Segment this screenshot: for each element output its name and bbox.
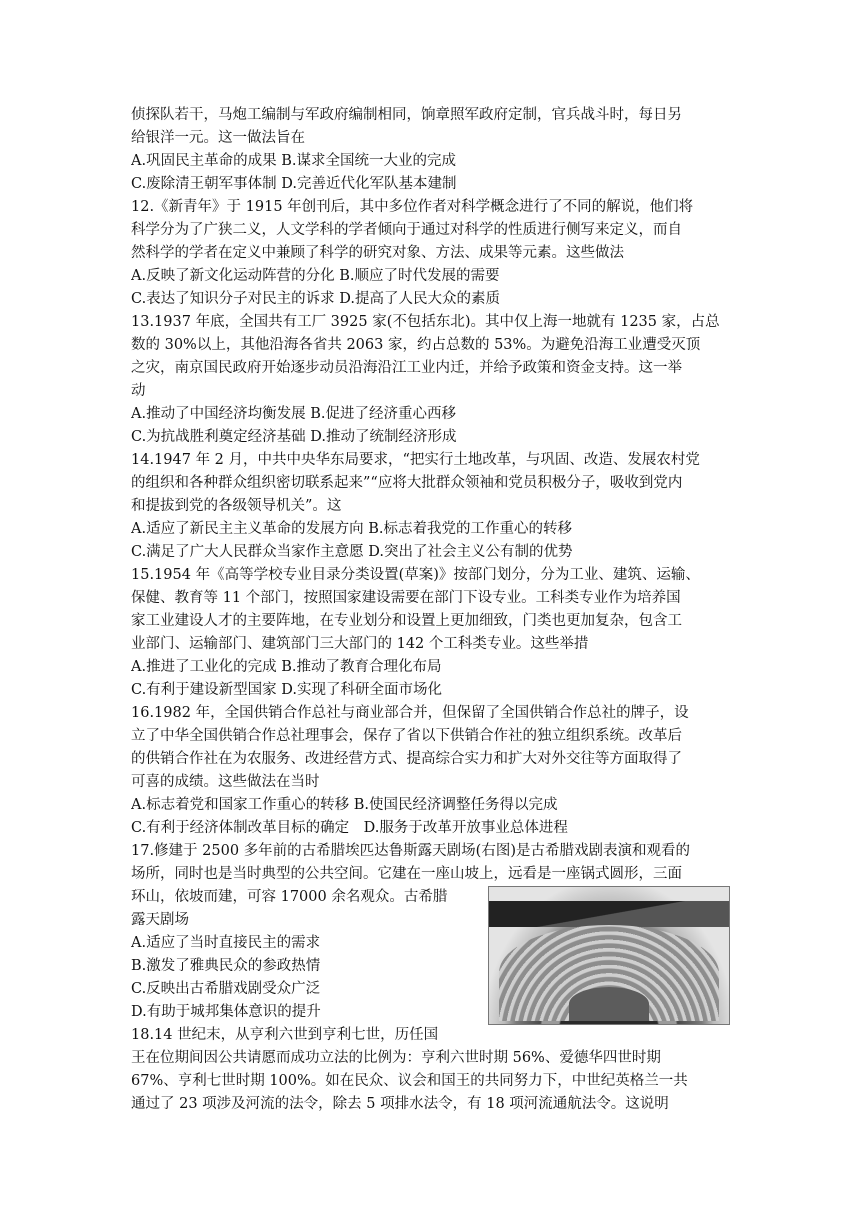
text-line: 露天剧场 (131, 912, 189, 928)
text-line: 王在位期间因公共请愿而成功立法的比例为：亨利六世时期 56%、爱德华四世时期 (131, 1050, 661, 1066)
text-line: 环山，依坡而建，可容 17000 余名观众。古希腊 (131, 889, 448, 905)
hill-silhouette (489, 901, 729, 927)
text-line: 可喜的成绩。这些做法在当时 (131, 774, 320, 790)
text-line: 然科学的学者在定义中兼顾了科学的研究对象、方法、成果等元素。这些做法 (131, 245, 624, 261)
text-line: 立了中华全国供销合作总社理事会，保存了省以下供销合作社的独立组织系统。改革后 (131, 728, 682, 744)
text-line: 67%、亨利七世时期 100%。如在民众、议会和国王的共同努力下，中世纪英格兰一共 (131, 1073, 688, 1089)
text-line: A.巩固民主革命的成果 B.谋求全国统一大业的完成 (131, 153, 456, 169)
question-text-block (131, 104, 741, 886)
text-line: 的供销合作社在为农服务、改进经营方式、提高综合实力和扩大对外交往等方面取得了 (131, 751, 682, 767)
text-line: A.反映了新文化运动阵营的分化 B.顺应了时代发展的需要 (131, 268, 500, 284)
text-line: A.推动了中国经济均衡发展 B.促进了经济重心西移 (131, 406, 456, 422)
text-line: A.适应了当时直接民主的需求 (131, 935, 321, 951)
text-line: B.激发了雅典民众的参政热情 (131, 958, 321, 974)
text-line: A.标志着党和国家工作重心的转移 B.使国民经济调整任务得以完成 (131, 797, 558, 813)
text-line: C.有利于建设新型国家 D.实现了科研全面市场化 (131, 682, 443, 698)
text-line: C.满足了广大人民群众当家作主意愿 D.突出了社会主义公有制的优势 (131, 544, 573, 560)
theatre-photo (488, 886, 730, 1025)
text-line: 15.1954 年《高等学校专业目录分类设置(草案)》按部门划分，分为工业、建筑、运输、 (131, 567, 700, 583)
question-17-with-figure (131, 886, 741, 1047)
text-line: 13.1937 年底，全国共有工厂 3925 家(不包括东北)。其中仅上海一地就有 1235 家，占总 (131, 314, 720, 330)
text-line: 侦探队若干，马炮工编制与军政府编制相同，饷章照军政府定制，官兵战斗时，每日另 (131, 107, 682, 123)
text-line: 12.《新青年》于 1915 年创刊后，其中多位作者对科学概念进行了不同的解说，他们将 (131, 199, 694, 215)
text-line: D.有助于城邦集体意识的提升 (131, 1004, 321, 1020)
text-line: 14.1947 年 2 月，中共中央华东局要求，“把实行土地改革，与巩固、改造、发展农村党 (131, 452, 700, 468)
text-line: 场所，同时也是当时典型的公共空间。它建在一座山坡上，远看是一座锅式圆形，三面 (131, 866, 682, 882)
text-line: 通过了 23 项涉及河流的法令，除去 5 项排水法令，有 18 项河流通航法令。这说明 (131, 1096, 669, 1112)
text-line: 给银洋一元。这一做法旨在 (131, 130, 305, 146)
text-line: A.推进了工业化的完成 B.推动了教育合理化布局 (131, 659, 442, 675)
text-line: 科学分为了广狭二义，人文学科的学者倾向于通过对科学的性质进行侧写来定义，而自 (131, 222, 682, 238)
text-line: 16.1982 年，全国供销合作总社与商业部合并，但保留了全国供销合作总社的牌子，设 (131, 705, 689, 721)
text-line: C.废除清王朝军事体制 D.完善近代化军队基本建制 (131, 176, 457, 192)
text-line: A.适应了新民主主义革命的发展方向 B.标志着我党的工作重心的转移 (131, 521, 572, 537)
text-line: 之灾，南京国民政府开始逐步动员沿海沿江工业内迁，并给予政策和资金支持。这一举 (131, 360, 682, 376)
question-18-text (131, 1047, 741, 1116)
text-line: C.有利于经济体制改革目标的确定 D.服务于改革开放事业总体进程 (131, 820, 568, 836)
text-line: 业部门、运输部门、建筑部门三大部门的 142 个工科类专业。这些举措 (131, 636, 589, 652)
text-line: C.表达了知识分子对民主的诉求 D.提高了人民大众的素质 (131, 291, 501, 307)
text-line: C.为抗战胜利奠定经济基础 D.推动了统制经济形成 (131, 429, 457, 445)
text-line: 的组织和各种群众组织密切联系起来”“应将大批群众领袖和党员积极分子，吸收到党内 (131, 475, 683, 491)
text-line: 保健、教育等 11 个部门，按照国家建设需要在部门下设专业。工科类专业作为培养国 (131, 590, 681, 606)
text-line: 18.14 世纪末，从亨利六世到亨利七世，历任国 (131, 1027, 439, 1043)
text-line: C.反映出古希腊戏剧受众广泛 (131, 981, 321, 997)
theatre-orchestra (569, 987, 649, 1021)
text-line: 数的 30%以上，其他沿海各省共 2063 家，约占总数的 53%。为避免沿海工业遭受灭顶 (131, 337, 701, 353)
text-line: 17.修建于 2500 多年前的古希腊埃匹达鲁斯露天剧场(右图)是古希腊戏剧表演和观看的 (131, 843, 690, 859)
text-line: 和提拔到党的各级领导机关”。这 (131, 498, 342, 514)
text-line: 家工业建设人才的主要阵地，在专业划分和设置上更加细致，门类也更加复杂，包含工 (131, 613, 682, 629)
text-line: 动 (131, 383, 146, 399)
exam-page (131, 104, 741, 1116)
